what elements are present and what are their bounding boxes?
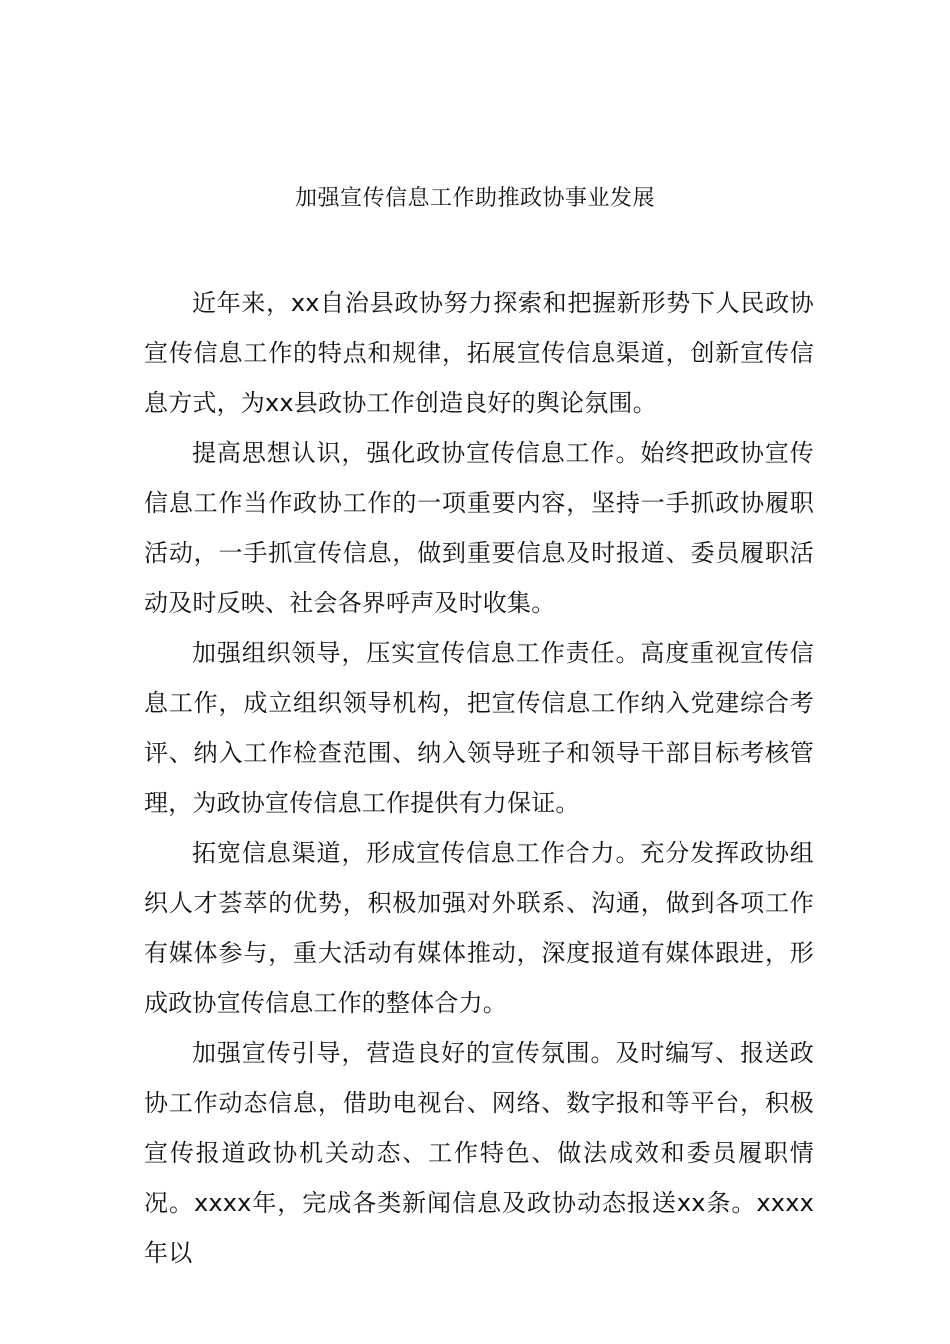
paragraph-guidance: 加强宣传引导，营造良好的宣传氛围。及时编写、报送政协工作动态信息，借助电视台、网络、数字报和等平台，积极宣传报道政协机关动态、工作特色、做法成效和委员履职情况。xxxx年，完成各类新闻信息及政协动态报送xx条。xxxx年以 bbox=[144, 1039, 814, 1267]
paragraph-intro: 近年来，xx自治县政协努力探索和把握新形势下人民政协宣传信息工作的特点和规律，拓展宣传信息渠道，创新宣传信息方式，为xx县政协工作创造良好的舆论氛围。 bbox=[144, 289, 814, 417]
paragraph-awareness: 提高思想认识，强化政协宣传信息工作。始终把政协宣传信息工作当作政协工作的一项重要内容，坚持一手抓政协履职活动，一手抓宣传信息，做到重要信息及时报道、委员履职活动及时反映、社会各界呼声及时收集。 bbox=[144, 439, 814, 617]
paragraph-channels: 拓宽信息渠道，形成宣传信息工作合力。充分发挥政协组织人才荟萃的优势，积极加强对外联系、沟通，做到各项工作有媒体参与，重大活动有媒体推动，深度报道有媒体跟进，形成政协宣传信息工作的整体合力。 bbox=[144, 839, 814, 1017]
document-body bbox=[144, 278, 814, 1278]
document-title: 加强宣传信息工作助推政协事业发展 bbox=[294, 186, 655, 211]
paragraph-leadership: 加强组织领导，压实宣传信息工作责任。高度重视宣传信息工作，成立组织领导机构，把宣传信息工作纳入党建综合考评、纳入工作检查范围、纳入领导班子和领导干部目标考核管理，为政协宣传信息工作提供有力保证。 bbox=[144, 639, 814, 817]
